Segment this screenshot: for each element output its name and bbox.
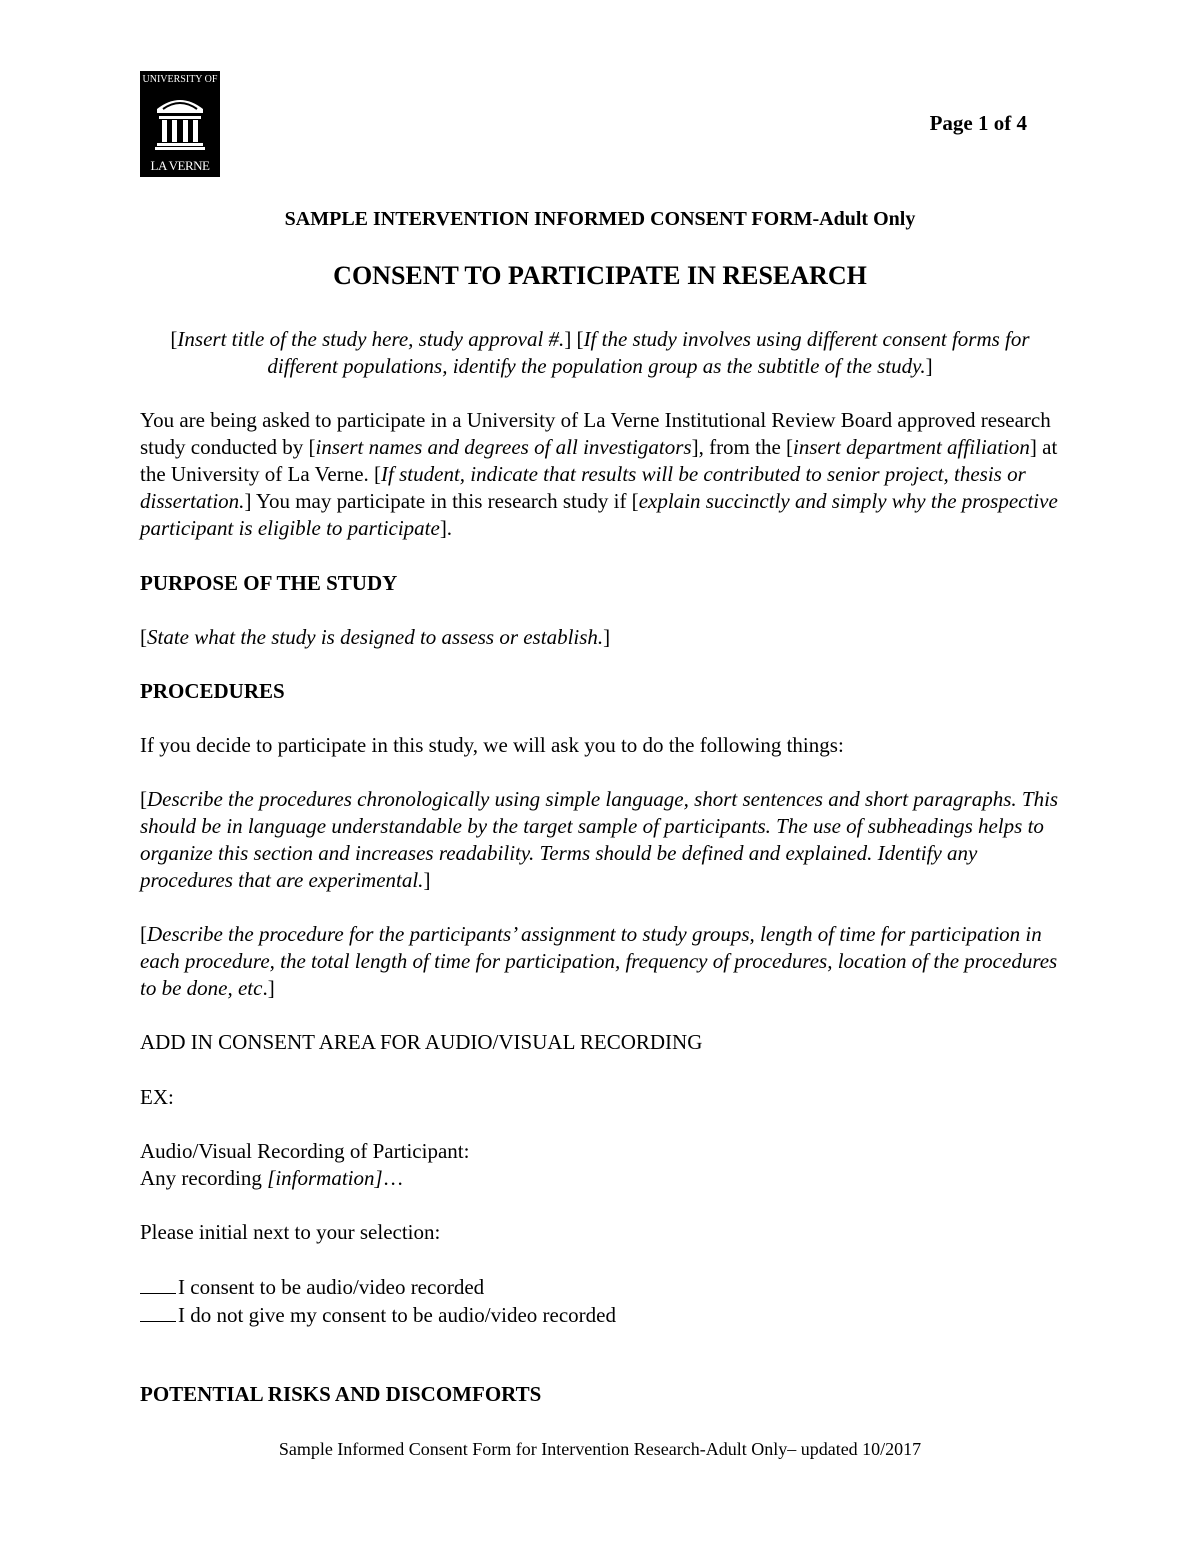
page-title: CONSENT TO PARTICIPATE IN RESEARCH [333, 261, 867, 290]
procedures-placeholder: Describe the procedures chronologically using simple language, short sentences and short paragraphs. This should be in language understandable by the target sample of participants. The use of subheadings helps to organize this section and increases readability. Terms should be defined and explained. Identify any procedures that are experimental. [140, 787, 1059, 892]
consent-choice [140, 1273, 1065, 1301]
choice-label: I consent to be audio/video recorded [178, 1275, 485, 1299]
bracket: [ [140, 922, 147, 946]
recording-line [140, 1165, 1065, 1192]
intro-text: You are being asked to participate in a University of La Verne Institutional Review Board approved research study conducted by [ [140, 408, 1051, 459]
bracket: ] [423, 868, 431, 892]
recording-text: Any recording [140, 1166, 268, 1190]
ellipsis: … [382, 1166, 404, 1190]
student-placeholder: If student, indicate that results will be contributed to senior project, thesis or dissertation. [140, 462, 1026, 513]
no-consent-choice [140, 1301, 1065, 1329]
study-title-instruction: Insert title of the study here, study approval #. [177, 327, 565, 351]
add-consent-note: ADD IN CONSENT AREA FOR AUDIO/VISUAL RECORDING [140, 1030, 703, 1054]
intro-paragraph [140, 407, 1065, 542]
intro-text: ] at the University of La Verne. [ [140, 435, 1058, 486]
recording-label: Audio/Visual Recording of Participant: [140, 1139, 470, 1163]
logo-top-text: UNIVERSITY OF [142, 74, 218, 85]
investigators-placeholder: insert names and degrees of all investigators [315, 435, 692, 459]
information-placeholder: [information] [267, 1166, 383, 1190]
bracket: ] [603, 625, 611, 649]
intro-text: ], from the [ [691, 435, 794, 459]
bracket: ] [925, 354, 933, 378]
example-label: EX: [140, 1085, 174, 1109]
purpose-paragraph [140, 624, 1065, 651]
logo-bottom-text: LA VERNE [150, 158, 210, 173]
procedures-heading: PROCEDURES [140, 679, 285, 703]
assignment-placeholder: Describe the procedure for the participants’ assignment to study groups, length of time for participation in each procedure, the total length of time for participation, frequency of procedures, location of the procedures to be done, etc [140, 922, 1058, 1000]
procedures-description [140, 786, 1065, 894]
study-title-placeholder [140, 326, 1060, 380]
columned-building-icon [153, 89, 207, 151]
bracket: [ [140, 625, 147, 649]
initial-blank[interactable] [140, 1301, 176, 1322]
page-number: Page 1 of 4 [929, 111, 1027, 135]
bracket: [ [170, 327, 178, 351]
initial-blank[interactable] [140, 1273, 176, 1294]
department-placeholder: insert department affiliation [793, 435, 1030, 459]
procedures-intro: If you decide to participate in this study, we will ask you to do the following things: [140, 733, 844, 757]
form-subtitle: SAMPLE INTERVENTION INFORMED CONSENT FORM-Adult Only [284, 208, 916, 230]
intro-text: ] You may participate in this research study if [ [244, 489, 639, 513]
bracket: [ [140, 787, 147, 811]
risks-heading: POTENTIAL RISKS AND DISCOMFORTS [140, 1382, 542, 1406]
purpose-heading: PURPOSE OF THE STUDY [140, 571, 398, 595]
bracket: .] [262, 976, 275, 1000]
population-instruction: If the study involves using different consent forms for different populations, identify the population group as the subtitle of the study. [267, 327, 1030, 378]
university-logo [140, 71, 220, 177]
bracket: ] [ [564, 327, 584, 351]
purpose-placeholder: State what the study is designed to assess or establish. [147, 625, 604, 649]
consent-choices [140, 1273, 1065, 1329]
initial-prompt: Please initial next to your selection: [140, 1220, 441, 1244]
assignment-description [140, 921, 1065, 1002]
page-footer: Sample Informed Consent Form for Intervention Research-Adult Only– updated 10/2017 [278, 1439, 922, 1459]
choice-label: I do not give my consent to be audio/video recorded [178, 1303, 616, 1327]
eligibility-placeholder: explain succinctly and simply why the prospective participant is eligible to participate [140, 489, 1058, 540]
intro-text: ]. [439, 516, 453, 540]
recording-section [140, 1138, 1065, 1192]
